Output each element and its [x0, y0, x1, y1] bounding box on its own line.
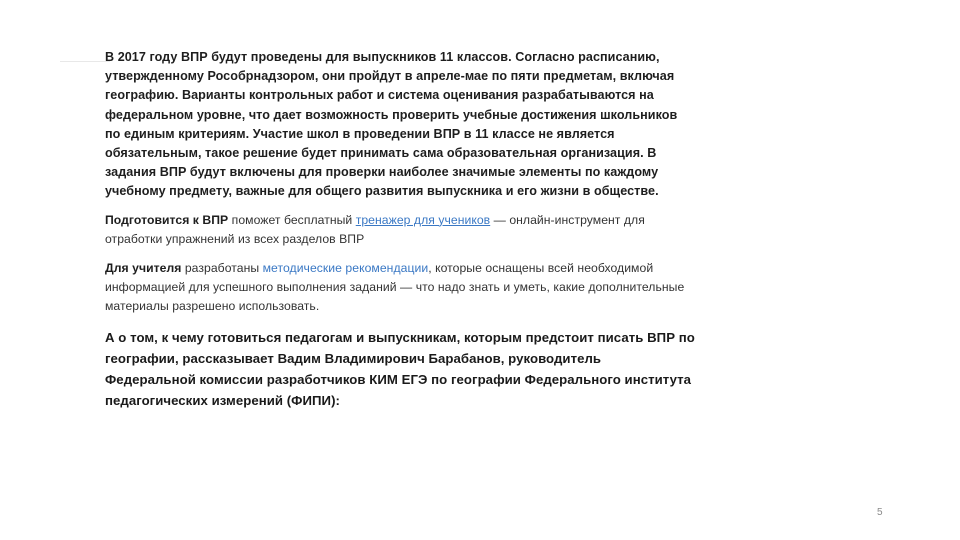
paragraph-vpr-intro: В 2017 году ВПР будут проведены для выпускников 11 классов. Согласно расписанию, утвержденному Рособрнадзором, они пройдут в апреле-мае по пяти предметам, включая географию. Варианты контрольных работ и система оценивания разрабатываются на федеральном уровне, что дает возможность проверить учебные достижения школьников по единым критериям. Участие школ в проведении ВПР в 11 классе не является обязательным, такое решение будет принимать сама образовательная организация. В задания ВПР будут включены для проверки наиболее значимые элементы по каждому учебному предмету, важные для общего развития выпускника и его жизни в обществе.: [105, 50, 678, 199]
trainer-lead: Подготовится к ВПР: [105, 212, 229, 227]
paragraph-interview-intro: А о том, к чему готовиться педагогам и выпускникам, которым предстоит писать ВПР по географии, рассказывает Вадим Владимирович Барабанов, руководитель Федеральной комиссии разработчиков КИМ ЕГЭ по географии Федерального института педагогических измерений (ФИПИ):: [105, 329, 695, 408]
decorative-rule: [60, 61, 110, 62]
teacher-text-after: , которые оснащены всей необходимой информацией для успешного выполнения заданий — что надо знать и уметь, какие дополнительные материалы разрешено использовать.: [105, 260, 685, 313]
article-body: [105, 48, 695, 411]
trainer-text-before: поможет бесплатный: [228, 212, 356, 227]
teacher-text-before: разработаны: [181, 260, 263, 275]
methodical-recommendations-link[interactable]: методические рекомендации: [262, 260, 429, 275]
trainer-link[interactable]: тренажер для учеников: [355, 212, 491, 227]
paragraph-trainer: [105, 211, 695, 249]
page-number: 5: [877, 507, 883, 518]
trainer-text-after: — онлайн-инструмент для отработки упражнений из всех разделов ВПР: [105, 212, 645, 246]
teacher-lead: Для учителя: [105, 260, 182, 275]
paragraph-teacher: [105, 259, 695, 316]
